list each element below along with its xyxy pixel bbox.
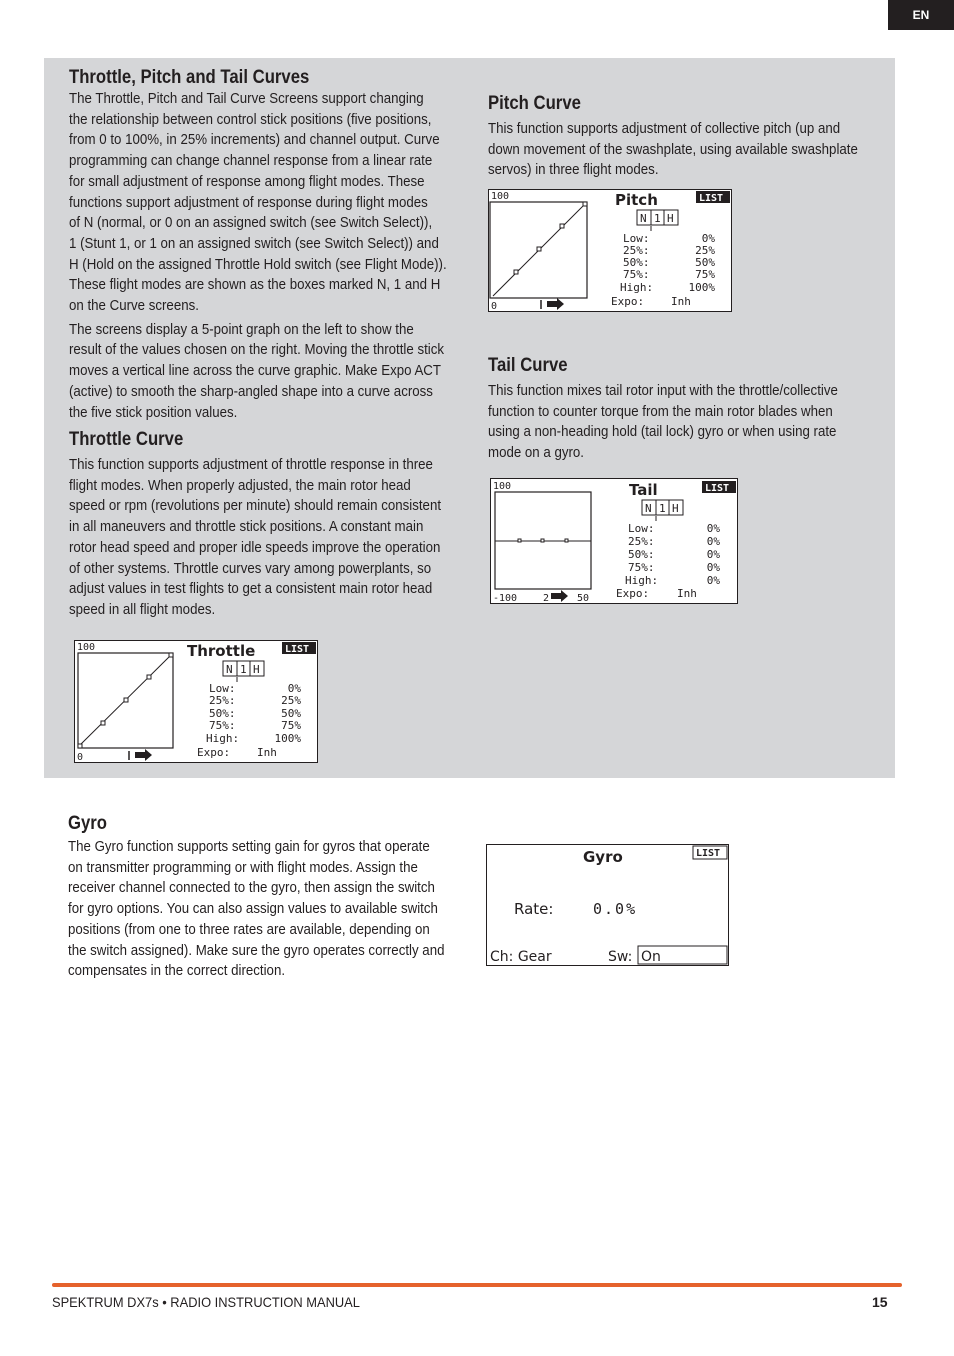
text-line: The Gyro function supports setting gain for gyros that operate (68, 839, 430, 855)
mode-h: H (667, 212, 674, 225)
graph-top-label: 100 (491, 191, 510, 202)
text-line: the switch assigned). Make sure the gyro operates correctly and (68, 942, 445, 959)
text-line: using a non-heading hold (tail lock) gyro or when using rate (488, 424, 837, 441)
text-line: flight modes. When properly adjusted, the main rotor head (69, 477, 411, 494)
expo-value: Inh (671, 295, 691, 308)
section-heading-curves: Throttle, Pitch and Tail Curves (69, 67, 310, 88)
arrow-right-icon (135, 749, 152, 761)
arrow-right-icon (547, 298, 564, 310)
text-line: of N (normal, or 0 on an assigned switch (see Switch Select)), (69, 215, 433, 232)
row-value: 100% (274, 732, 301, 745)
row-value: 0% (287, 682, 301, 695)
text-line: The Throttle, Pitch and Tail Curve Screens support changing (69, 91, 424, 107)
tail-curve-screen (490, 478, 738, 604)
row-label: 75%: (209, 719, 236, 732)
text-line: speed or rpm (revolutions per minute) should remain consistent (69, 498, 442, 515)
curve-point (147, 675, 151, 679)
arrow-right-icon (551, 590, 568, 602)
row-value: 0% (706, 535, 720, 548)
pitch-curve-section (488, 93, 888, 181)
row-label: 25%: (623, 244, 650, 257)
gyro-screen (486, 844, 729, 966)
text-line: H (Hold on the assigned Throttle Hold switch (see Flight Mode)). (69, 256, 447, 273)
text-line: functions support adjustment of response during flight modes (69, 194, 428, 211)
mode-n: N (640, 212, 647, 225)
row-label: 50%: (628, 548, 655, 561)
graph-bottom-right-label: 50 (577, 593, 590, 603)
throttle-curve-screen (74, 640, 318, 763)
switch-label: Sw: (608, 949, 633, 965)
row-value: 0% (701, 232, 715, 245)
row-label: High: (206, 732, 240, 745)
curve-point (518, 539, 521, 542)
section-heading-gyro: Gyro (68, 813, 108, 834)
graph-bottom-label: 0 (491, 301, 498, 311)
graph-bottom-left-label: -100 (493, 593, 518, 603)
expo-label: Expo: (616, 587, 650, 600)
section-heading-pitch: Pitch Curve (488, 93, 581, 114)
text-line: The screens display a 5-point graph on the left to show the (69, 321, 414, 338)
tail-curve-section (488, 355, 888, 464)
row-label: 25%: (628, 535, 655, 548)
text-line: 1 (Stunt 1, or 1 on an assigned switch (see Switch Select)) and (69, 235, 439, 252)
page-number: 15 (872, 1294, 888, 1310)
list-badge-label: LIST (285, 644, 310, 655)
tail-screen-graphic (491, 479, 737, 603)
text-line: This function mixes tail rotor input with the throttle/collective (488, 383, 838, 399)
list-badge-label: LIST (696, 848, 721, 859)
row-value: 0% (706, 574, 720, 587)
text-line: These flight modes are shown as the boxes marked N, 1 and H (69, 277, 441, 294)
mode-h: H (253, 663, 260, 676)
text-line: servos) in three flight modes. (488, 162, 659, 179)
row-value: 0% (706, 548, 720, 561)
footer-manual-title: SPEKTRUM DX7s • RADIO INSTRUCTION MANUAL (52, 1294, 360, 1310)
curve-point (537, 247, 541, 251)
mode-1: 1 (659, 502, 666, 515)
mode-1: 1 (240, 663, 247, 676)
footer-rule (52, 1283, 902, 1287)
mode-n: N (645, 502, 652, 515)
text-line: This function supports adjustment of throttle response in three (69, 457, 433, 473)
row-value: 25% (695, 244, 715, 257)
row-value: 100% (688, 281, 715, 294)
mode-1: 1 (654, 212, 661, 225)
graph-top-label: 100 (493, 481, 512, 492)
text-line: result of the values chosen on the right. Moving the throttle stick (69, 342, 445, 359)
expo-value: Inh (677, 587, 697, 600)
text-line: receiver channel connected to the gyro, then assign the switch (68, 880, 435, 897)
text-line: from 0 to 100%, in 25% increments) and channel output. Curve (69, 132, 440, 149)
row-label: High: (620, 281, 654, 294)
expo-label: Expo: (197, 746, 231, 759)
row-label: 75%: (623, 268, 650, 281)
text-line: for small adjustment of response among flight modes. These (69, 173, 425, 190)
language-tab: EN (888, 0, 954, 30)
text-line: positions (from one to three rates are available, depending on (68, 921, 430, 938)
text-line: of other systems. Throttle curves vary among powerplants, so (69, 560, 432, 577)
row-label: Low: (209, 682, 236, 695)
row-value: 75% (695, 268, 715, 281)
row-value: 50% (281, 707, 301, 720)
row-value: 0% (706, 561, 720, 574)
graph-top-label: 100 (77, 642, 96, 653)
row-value: 0% (706, 522, 720, 535)
throttle-curve-section (69, 429, 464, 621)
expo-label: Expo: (611, 295, 645, 308)
graph-bottom-label: 0 (77, 752, 84, 762)
curve-point (78, 744, 82, 748)
pitch-screen-graphic (489, 190, 731, 311)
row-label: High: (625, 574, 659, 587)
text-line: function to counter torque from the main rotor blades when (488, 403, 833, 420)
list-badge-label: LIST (705, 483, 730, 494)
row-label: 75%: (628, 561, 655, 574)
text-line: speed in all flight modes. (69, 601, 216, 618)
text-line: in all maneuvers and throttle stick positions. A constant main (69, 519, 424, 536)
curves-para-2 (69, 320, 464, 424)
screen-title: Tail (629, 481, 658, 499)
pitch-curve-screen (488, 189, 732, 312)
text-line: mode on a gyro. (488, 445, 584, 462)
row-value: 50% (695, 256, 715, 269)
row-value: 25% (281, 694, 301, 707)
text-line: for gyro options. You can also assign values to available switch (68, 901, 438, 918)
text-line: on the Curve screens. (69, 298, 199, 315)
curve-point (124, 698, 128, 702)
curve-point (169, 653, 173, 657)
screen-title: Gyro (583, 848, 623, 866)
curves-intro (69, 67, 464, 426)
graph-bottom-mid-label: 2 (543, 593, 550, 603)
curve-point (565, 539, 568, 542)
gyro-section (68, 813, 468, 982)
text-line: rotor head speed and proper idle speeds improve the operation (69, 539, 441, 556)
mode-n: N (226, 663, 233, 676)
curve-point (101, 721, 105, 725)
list-badge-label: LIST (699, 193, 724, 204)
row-label: 50%: (209, 707, 236, 720)
section-heading-tail: Tail Curve (488, 355, 568, 376)
text-line: on transmitter programming or with flight modes. Assign the (68, 859, 418, 876)
text-line: compensates in the correct direction. (68, 963, 286, 980)
text-line: This function supports adjustment of collective pitch (up and (488, 121, 841, 137)
text-line: moves a vertical line across the curve graphic. Make Expo ACT (69, 363, 442, 380)
mode-h: H (672, 502, 679, 515)
rate-label: Rate: (514, 900, 554, 918)
text-line: (active) to smooth the sharp-angled shape into a curve across (69, 383, 433, 400)
throttle-screen-graphic (75, 641, 317, 762)
curve-point (541, 539, 544, 542)
text-line: the five stick position values. (69, 404, 238, 421)
screen-title: Pitch (615, 191, 658, 209)
rate-value: 0.0% (593, 900, 638, 918)
text-line: the relationship between control stick positions (five positions, (69, 111, 432, 128)
expo-value: Inh (257, 746, 277, 759)
screen-title: Throttle (187, 642, 256, 660)
row-label: Low: (623, 232, 650, 245)
channel-label: Ch: Gear (490, 949, 552, 965)
gyro-screen-graphic (487, 845, 728, 965)
curve-point (560, 224, 564, 228)
section-heading-throttle: Throttle Curve (69, 429, 184, 450)
row-label: Low: (628, 522, 655, 535)
row-label: 50%: (623, 256, 650, 269)
curve-point (514, 270, 518, 274)
row-label: 25%: (209, 694, 236, 707)
curves-para-1 (69, 89, 464, 317)
curve-point (583, 202, 587, 206)
text-line: adjust values in test flights to get a consistent main rotor head (69, 581, 433, 598)
text-line: programming can change channel response from a linear rate (69, 153, 433, 170)
switch-value: On (641, 949, 661, 965)
row-value: 75% (281, 719, 301, 732)
text-line: down movement of the swashplate, using available swashplate (488, 141, 858, 158)
